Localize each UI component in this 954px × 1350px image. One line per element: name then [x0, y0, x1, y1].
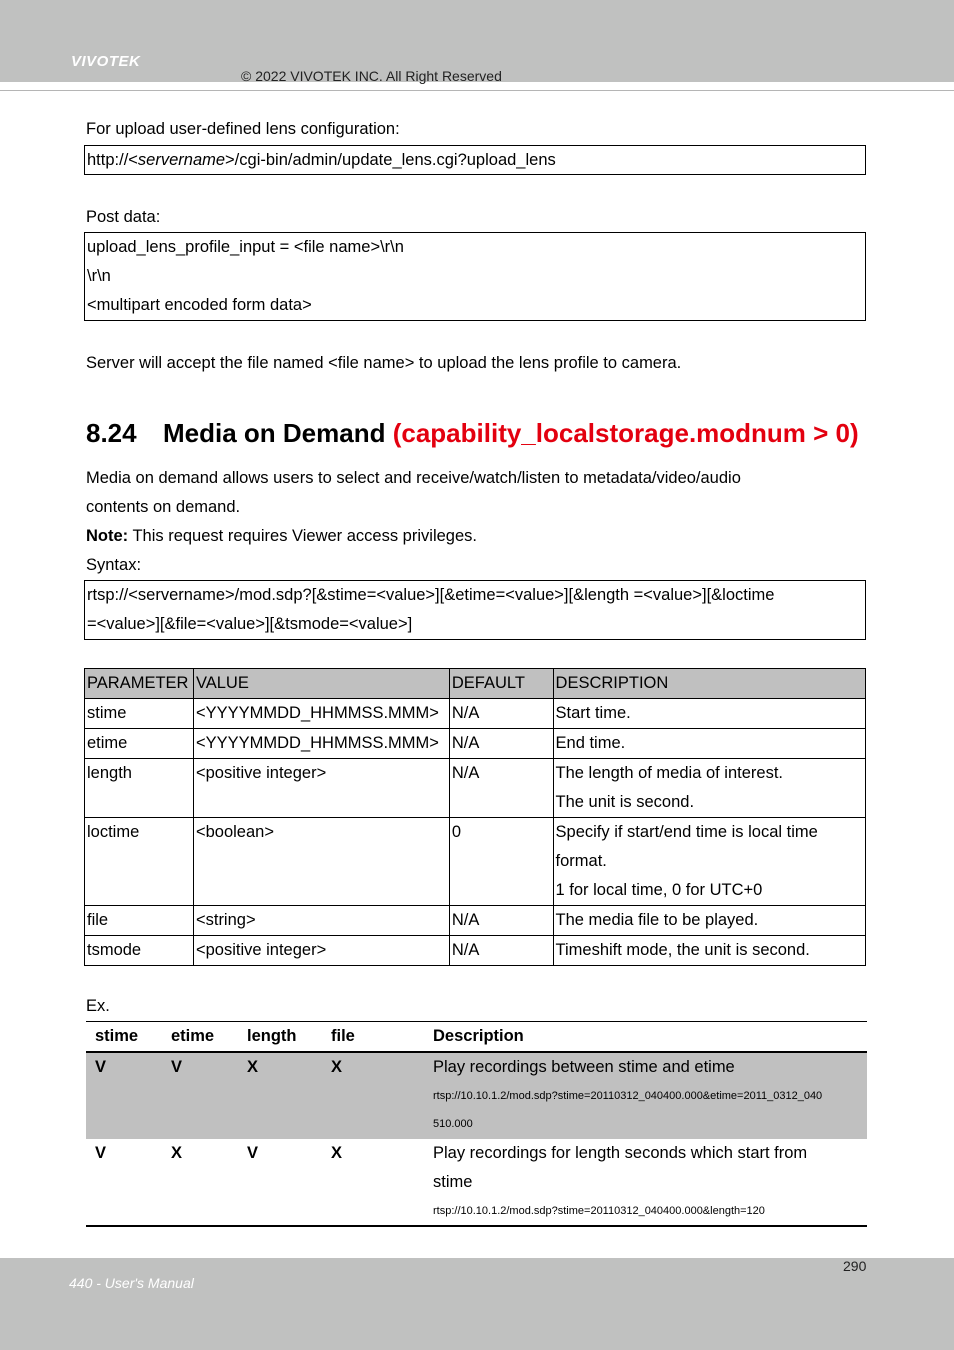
table-row [85, 936, 866, 966]
page-number: 290 [843, 1258, 867, 1274]
example-url: rtsp://10.10.1.2/mod.sdp?stime=20110312_040400.000&etime=2011_0312_040 [433, 1090, 823, 1102]
stime-flag: V [95, 1144, 107, 1162]
server-note: Server will accept the file named <file name> to upload the lens profile to camera. [86, 354, 682, 372]
post-line: upload_lens_profile_input = <file name>\r\n [87, 238, 404, 256]
copyright-text: © 2022 VIVOTEK INC. All Right Reserved [241, 68, 502, 84]
etime-flag: V [171, 1058, 183, 1076]
param-value: <boolean> [193, 818, 449, 906]
param-description: Timeshift mode, the unit is second. [553, 936, 865, 966]
example-url: rtsp://10.10.1.2/mod.sdp?stime=20110312_040400.000&length=120 [433, 1205, 765, 1217]
post-line: <multipart encoded form data> [87, 296, 312, 314]
column-header: DESCRIPTION [553, 669, 865, 699]
param-description: The length of media of interest. The unit is second. [553, 759, 865, 818]
column-header: file [331, 1027, 355, 1045]
param-default: N/A [449, 699, 553, 729]
post-line: \r\n [87, 267, 111, 285]
syntax-line: =<value>][&file=<value>][&tsmode=<value>] [87, 615, 413, 633]
param-description: The media file to be played. [553, 906, 865, 936]
file-flag: X [331, 1058, 343, 1076]
parameter-table [84, 668, 866, 966]
upload-url-box [84, 145, 866, 175]
upload-intro: For upload user-defined lens configuration: [86, 120, 400, 138]
example-url: 510.000 [433, 1118, 473, 1130]
param-value: <YYYYMMDD_HHMMSS.MMM> [193, 699, 449, 729]
param-default: 0 [449, 818, 553, 906]
section-title: Media on Demand [163, 418, 386, 448]
column-header: length [247, 1027, 297, 1045]
example-description: Play recordings between stime and etime [433, 1058, 735, 1076]
param-default: N/A [449, 906, 553, 936]
stime-flag: V [95, 1058, 107, 1076]
file-flag: X [331, 1144, 343, 1162]
brand-logo: VIVOTEK [71, 53, 141, 70]
access-note: Note: This request requires Viewer access privileges. [86, 527, 477, 545]
param-default: N/A [449, 759, 553, 818]
section-description: contents on demand. [86, 498, 241, 516]
param-default: N/A [449, 936, 553, 966]
etime-flag: X [171, 1144, 183, 1162]
post-data-box [84, 232, 866, 321]
syntax-box [84, 580, 866, 640]
length-flag: V [247, 1144, 259, 1162]
param-name: length [85, 759, 194, 818]
param-name: loctime [85, 818, 194, 906]
syntax-label: Syntax: [86, 556, 142, 574]
column-header: etime [171, 1027, 215, 1045]
param-name: tsmode [85, 936, 194, 966]
param-name: file [85, 906, 194, 936]
column-header: Description [433, 1027, 524, 1045]
param-value: <YYYYMMDD_HHMMSS.MMM> [193, 729, 449, 759]
post-data-label: Post data: [86, 208, 161, 226]
section-capability: (capability_localstorage.modnum > 0) [392, 418, 859, 448]
param-name: stime [85, 699, 194, 729]
table-row [85, 906, 866, 936]
section-description: Media on demand allows users to select and receive/watch/listen to metadata/video/audio [86, 469, 741, 487]
param-description: Start time. [553, 699, 865, 729]
param-description: Specify if start/end time is local time format. 1 for local time, 0 for UTC+0 [553, 818, 865, 906]
table-row [85, 818, 866, 906]
table-row [85, 729, 866, 759]
syntax-line: rtsp://<servername>/mod.sdp?[&stime=<value>][&etime=<value>][&length =<value>][&loctime [87, 586, 775, 604]
param-value: <string> [193, 906, 449, 936]
param-value: <positive integer> [193, 936, 449, 966]
column-header: DEFAULT [449, 669, 553, 699]
example-description: Play recordings for length seconds which start from [433, 1144, 808, 1162]
page-footer [0, 1258, 954, 1350]
table-row [85, 759, 866, 818]
header-divider [0, 90, 954, 91]
column-header: stime [95, 1027, 139, 1045]
table-row [85, 699, 866, 729]
param-name: etime [85, 729, 194, 759]
column-header: VALUE [193, 669, 449, 699]
example-description: stime [433, 1173, 473, 1191]
column-header: PARAMETER [85, 669, 194, 699]
section-number: 8.24 [86, 418, 137, 448]
param-value: <positive integer> [193, 759, 449, 818]
section-heading [86, 418, 859, 449]
example-label: Ex. [86, 997, 110, 1015]
param-description: End time. [553, 729, 865, 759]
manual-label: 440 - User's Manual [69, 1275, 194, 1291]
table-header-row [85, 669, 866, 699]
table-rule [86, 1225, 867, 1227]
length-flag: X [247, 1058, 259, 1076]
upload-url: http://<servername>/cgi-bin/admin/update_lens.cgi?upload_lens [87, 151, 556, 169]
param-default: N/A [449, 729, 553, 759]
